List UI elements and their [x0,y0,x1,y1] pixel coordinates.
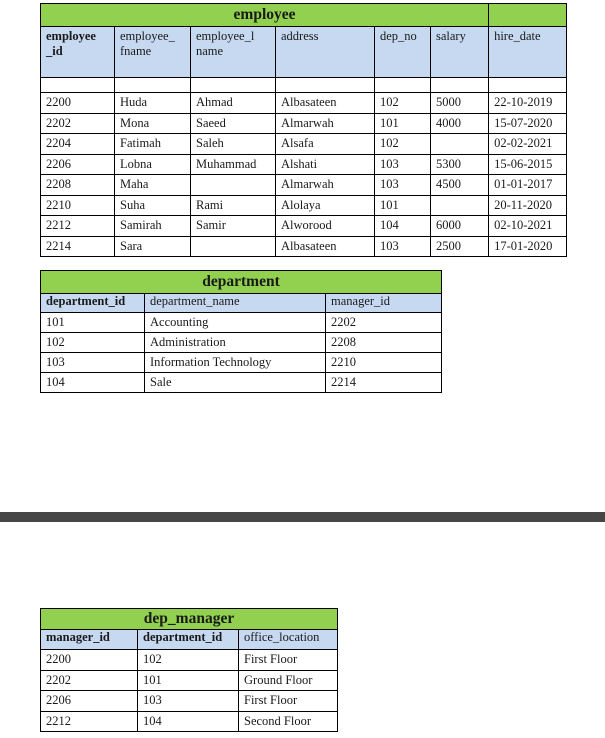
employee-dep-no-cell: 101 [375,113,431,134]
table-row [41,353,442,373]
table-row [41,691,338,712]
employee-fname-cell: Maha [115,175,191,196]
employee-lname-cell [191,236,276,257]
employee-id-cell: 2214 [41,236,115,257]
employee-header-row [41,27,567,78]
blank-cell [276,78,375,93]
department-manager-id-cell: 2210 [326,353,442,373]
employee-hire-date-cell: 22-10-2019 [489,93,567,114]
department-title-row [41,271,442,294]
dep-manager-table [40,608,338,732]
blank-cell [375,78,431,93]
employee-dep-no-cell: 104 [375,216,431,237]
employee-address-cell: Almarwah [276,113,375,134]
employee-id-cell: 2210 [41,195,115,216]
employee-hire-date-cell: 02-02-2021 [489,134,567,155]
department-manager-id-cell: 2202 [326,313,442,333]
employee-hire-date-cell: 15-07-2020 [489,113,567,134]
employee-salary-cell: 6000 [431,216,489,237]
employee-dep-no-cell: 101 [375,195,431,216]
employee-dep-no-cell: 103 [375,236,431,257]
employee-salary-cell: 5300 [431,154,489,175]
employee-fname-cell: Suha [115,195,191,216]
department-header-department-name: department_name [145,294,326,313]
employee-header-dep-no: dep_no [375,27,431,78]
employee-salary-cell: 5000 [431,93,489,114]
department-id-cell: 102 [41,333,145,353]
department-id-cell: 104 [41,373,145,393]
employee-id-cell: 2202 [41,113,115,134]
page-divider [0,512,605,522]
department-table [40,270,442,393]
dep-manager-office-location-cell: Ground Floor [239,670,338,691]
dep-manager-manager-id-cell: 2200 [41,650,138,671]
dep-manager-header-office-location: office_location [239,630,338,650]
employee-header-lname: employee_l name [191,27,276,78]
employee-dep-no-cell: 103 [375,175,431,196]
employee-header-address: address [276,27,375,78]
dep-manager-manager-id-cell: 2206 [41,691,138,712]
dep-manager-header-department-id: department_id [138,630,239,650]
employee-lname-cell: Samir [191,216,276,237]
dep-manager-header-row [41,630,338,650]
table-row [41,650,338,671]
employee-address-cell: Albasateen [276,236,375,257]
employee-fname-cell: Samirah [115,216,191,237]
dep-manager-manager-id-cell: 2212 [41,711,138,732]
department-header-row [41,294,442,313]
employee-address-cell: Alworood [276,216,375,237]
table-row [41,113,567,134]
employee-address-cell: Alsafa [276,134,375,155]
employee-fname-cell: Sara [115,236,191,257]
employee-lname-cell [191,175,276,196]
department-name-cell: Information Technology [145,353,326,373]
table-row [41,711,338,732]
table-row [41,670,338,691]
employee-address-cell: Alshati [276,154,375,175]
table-row [41,313,442,333]
employee-hire-date-cell: 15-06-2015 [489,154,567,175]
employee-header-employee-id: employee _id [41,27,115,78]
table-row [41,93,567,114]
dep-manager-title-row [41,609,338,630]
employee-lname-cell: Muhammad [191,154,276,175]
blank-cell [191,78,276,93]
table-row [41,333,442,353]
blank-cell [489,78,567,93]
employee-id-cell: 2206 [41,154,115,175]
department-header-manager-id: manager_id [326,294,442,313]
department-manager-id-cell: 2208 [326,333,442,353]
table-row [41,216,567,237]
department-header-department-id: department_id [41,294,145,313]
dep-manager-department-id-cell: 103 [138,691,239,712]
employee-dep-no-cell: 102 [375,134,431,155]
employee-salary-cell: 4000 [431,113,489,134]
department-name-cell: Accounting [145,313,326,333]
employee-fname-cell: Mona [115,113,191,134]
department-id-cell: 103 [41,353,145,373]
employee-id-cell: 2200 [41,93,115,114]
employee-hire-date-cell: 17-01-2020 [489,236,567,257]
employee-lname-cell: Saeed [191,113,276,134]
dep-manager-table-title: dep_manager [41,609,338,630]
department-id-cell: 101 [41,313,145,333]
employee-lname-cell: Saleh [191,134,276,155]
dep-manager-department-id-cell: 104 [138,711,239,732]
table-row [41,195,567,216]
employee-header-fname: employee_ fname [115,27,191,78]
table-row [41,134,567,155]
employee-address-cell: Albasateen [276,93,375,114]
employee-fname-cell: Fatimah [115,134,191,155]
employee-fname-cell: Huda [115,93,191,114]
employee-salary-cell [431,134,489,155]
employee-hire-date-cell: 02-10-2021 [489,216,567,237]
employee-title-empty-cell [489,4,567,27]
employee-id-cell: 2212 [41,216,115,237]
employee-header-hire-date: hire_date [489,27,567,78]
employee-lname-cell: Rami [191,195,276,216]
dep-manager-office-location-cell: Second Floor [239,711,338,732]
department-name-cell: Sale [145,373,326,393]
employee-address-cell: Alolaya [276,195,375,216]
blank-cell [41,78,115,93]
table-row [41,175,567,196]
department-manager-id-cell: 2214 [326,373,442,393]
table-row [41,236,567,257]
employee-address-cell: Almarwah [276,175,375,196]
employee-lname-cell: Ahmad [191,93,276,114]
dep-manager-header-manager-id: manager_id [41,630,138,650]
dep-manager-office-location-cell: First Floor [239,691,338,712]
employee-salary-cell: 4500 [431,175,489,196]
employee-header-salary: salary [431,27,489,78]
employee-title-row [41,4,567,27]
employee-blank-row [41,78,567,93]
employee-table [40,3,567,257]
employee-table-title: employee [41,4,489,27]
employee-salary-cell: 2500 [431,236,489,257]
employee-id-cell: 2208 [41,175,115,196]
blank-cell [431,78,489,93]
dep-manager-department-id-cell: 102 [138,650,239,671]
employee-dep-no-cell: 103 [375,154,431,175]
table-row [41,154,567,175]
table-row [41,373,442,393]
employee-id-cell: 2204 [41,134,115,155]
employee-salary-cell [431,195,489,216]
department-name-cell: Administration [145,333,326,353]
employee-dep-no-cell: 102 [375,93,431,114]
employee-fname-cell: Lobna [115,154,191,175]
blank-cell [115,78,191,93]
dep-manager-department-id-cell: 101 [138,670,239,691]
dep-manager-office-location-cell: First Floor [239,650,338,671]
department-table-title: department [41,271,442,294]
employee-hire-date-cell: 01-01-2017 [489,175,567,196]
employee-hire-date-cell: 20-11-2020 [489,195,567,216]
dep-manager-manager-id-cell: 2202 [41,670,138,691]
